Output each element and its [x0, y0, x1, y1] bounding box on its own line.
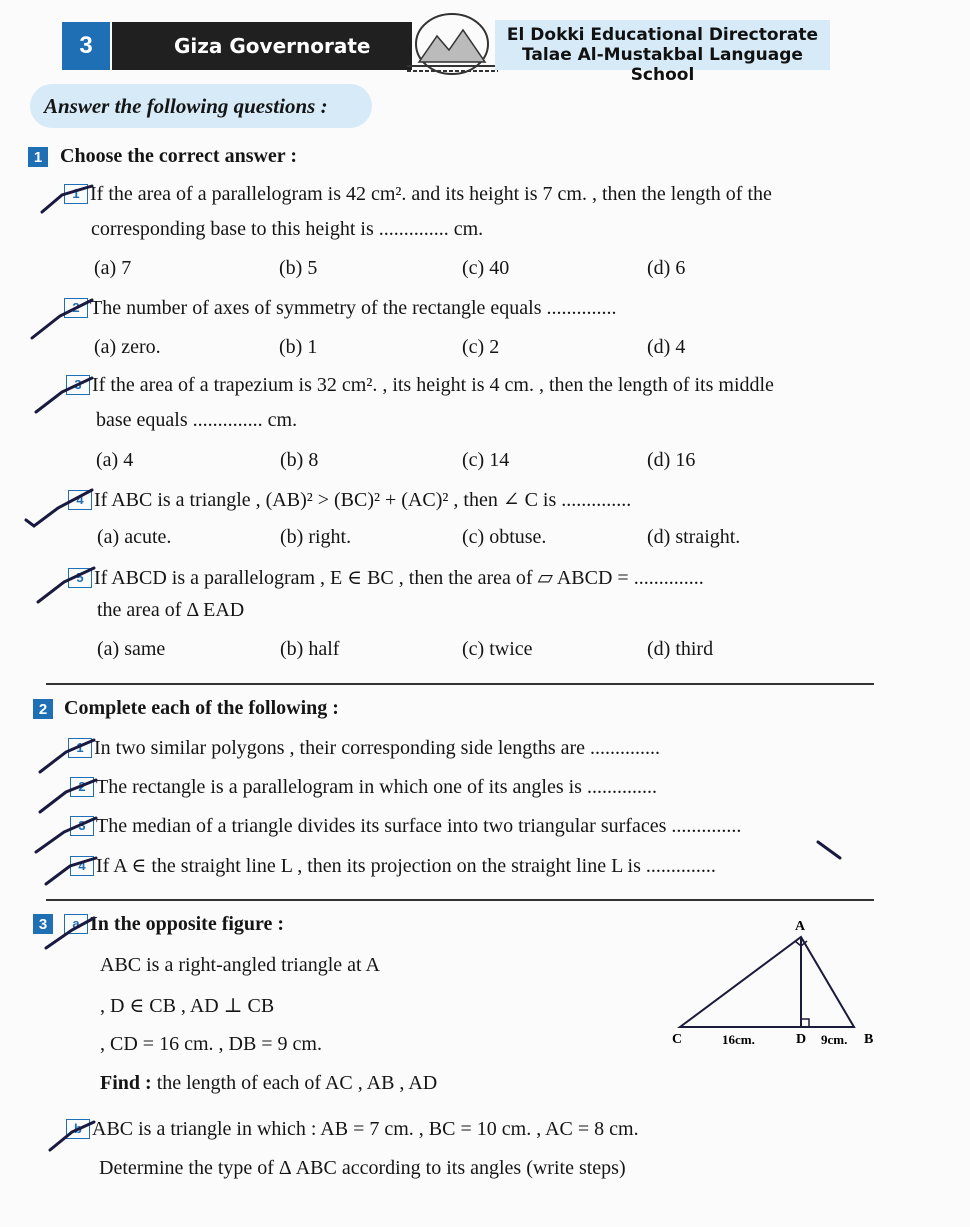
check-mark-s2-4-icon [46, 858, 96, 884]
check-mark-q2-icon [32, 300, 92, 338]
check-mark-q1-icon [42, 186, 92, 212]
q2-option-a[interactable]: (a) zero. [94, 336, 161, 358]
check-mark-q3-icon [36, 378, 92, 412]
page-number-badge: 3 [62, 22, 110, 70]
q1-number: 1 [64, 184, 88, 204]
s3b-line-2: Determine the type of Δ ABC according to its angles (write steps) [99, 1157, 626, 1179]
q2-text-1: The number of axes of symmetry of the rectangle equals .............. [90, 297, 617, 319]
q5-option-c[interactable]: (c) twice [462, 638, 533, 660]
q2-number: 2 [64, 298, 88, 318]
q2-option-c[interactable]: (c) 2 [462, 336, 500, 358]
section-2-title: Complete each of the following : [64, 697, 339, 719]
s2-item-4-number: 4 [70, 856, 94, 876]
section-2-number: 2 [33, 699, 53, 719]
check-mark-s2-1-icon [40, 740, 94, 772]
check-mark-s2-2-icon [40, 780, 96, 812]
q3-option-c[interactable]: (c) 14 [462, 449, 510, 471]
label-c: C [672, 1032, 683, 1047]
q1-option-c[interactable]: (c) 40 [462, 257, 510, 279]
s3a-line-2: , D ∈ CB , AD ⊥ CB [100, 995, 275, 1017]
q4-option-a[interactable]: (a) acute. [97, 526, 172, 548]
s2-item-1-number: 1 [68, 738, 92, 758]
q5-option-b[interactable]: (b) half [280, 638, 340, 660]
margin-stroke-icon [818, 842, 840, 858]
q5-option-d[interactable]: (d) third [647, 638, 714, 660]
s2-item-1-text: In two similar polygons , their corresponding side lengths are .............. [94, 737, 661, 759]
q1-line-2: corresponding base to this height is .............. cm. [91, 218, 484, 240]
s2-item-3-text: The median of a triangle divides its surface into two triangular surfaces .............. [96, 815, 742, 837]
check-mark-s3a-icon [46, 918, 94, 948]
section-3-number: 3 [33, 914, 53, 934]
q2-option-d[interactable]: (d) 4 [647, 336, 686, 358]
label-d: D [796, 1032, 807, 1047]
check-mark-q4-icon [26, 490, 92, 526]
label-b: B [864, 1032, 874, 1047]
s3a-find-label: Find : [100, 1072, 152, 1094]
q4-option-d[interactable]: (d) straight. [647, 526, 741, 548]
q4-number: 4 [68, 490, 92, 510]
label-cd: 16cm. [722, 1032, 755, 1047]
q5-line-2: the area of Δ EAD [97, 599, 245, 621]
check-mark-q5-icon [38, 568, 94, 602]
s3a-label: a [64, 914, 88, 934]
s3a-line-3: , CD = 16 cm. , DB = 9 cm. [100, 1033, 322, 1055]
q3-option-d[interactable]: (d) 16 [647, 449, 696, 471]
s2-item-2-number: 2 [70, 777, 94, 797]
q4-option-c[interactable]: (c) obtuse. [462, 526, 547, 548]
check-mark-s3b-icon [50, 1122, 94, 1150]
s3b-text-1: ABC is a triangle in which : AB = 7 cm. , BC = 10 cm. , AC = 8 cm. [92, 1118, 639, 1140]
q1-option-a[interactable]: (a) 7 [94, 257, 132, 279]
s2-item-2-text: The rectangle is a parallelogram in which one of its angles is .............. [96, 776, 657, 798]
school-name: Talae Al-Mustakbal Language School [522, 45, 803, 85]
s2-item-4-text: If A ∈ the straight line L , then its projection on the straight line L is .............. [96, 855, 716, 877]
q4-option-b[interactable]: (b) right. [280, 526, 352, 548]
q2-option-b[interactable]: (b) 1 [279, 336, 318, 358]
label-db: 9cm. [821, 1032, 848, 1047]
s3a-find-text: the length of each of AC , AB , AD [156, 1072, 438, 1094]
section-1-title: Choose the correct answer : [60, 145, 297, 167]
q3-text-1: If the area of a trapezium is 32 cm². , its height is 4 cm. , then the length of its middle [92, 374, 774, 396]
label-a: A [795, 919, 806, 934]
q1-text-1: If the area of a parallelogram is 42 cm². and its height is 7 cm. , then the length of the [90, 183, 772, 205]
q3-number: 3 [66, 375, 90, 395]
q4-text-1: If ABC is a triangle , (AB)² > (BC)² + (AC)² , then ∠ C is .............. [94, 489, 632, 511]
s3a-line-1: ABC is a right-angled triangle at A [100, 954, 380, 976]
q5-text-1: If ABCD is a parallelogram , E ∈ BC , then the area of ▱ ABCD = .............. [94, 567, 704, 589]
q5-option-a[interactable]: (a) same [97, 638, 166, 660]
q3-option-b[interactable]: (b) 8 [280, 449, 319, 471]
instruction-heading: Answer the following questions : [30, 84, 372, 128]
s3a-title: In the opposite figure : [90, 913, 285, 935]
section-1-number: 1 [28, 147, 48, 167]
s2-item-3-number: 3 [70, 816, 94, 836]
s3b-label: b [66, 1119, 90, 1139]
directorate-name: El Dokki Educational Directorate [506, 25, 819, 45]
q1-option-b[interactable]: (b) 5 [279, 257, 318, 279]
q1-option-d[interactable]: (d) 6 [647, 257, 686, 279]
q5-number: 5 [68, 568, 92, 588]
q3-option-a[interactable]: (a) 4 [96, 449, 134, 471]
governorate-banner: Giza Governorate [112, 22, 412, 70]
check-mark-s2-3-icon [36, 818, 96, 852]
q3-line-2: base equals .............. cm. [96, 409, 298, 431]
